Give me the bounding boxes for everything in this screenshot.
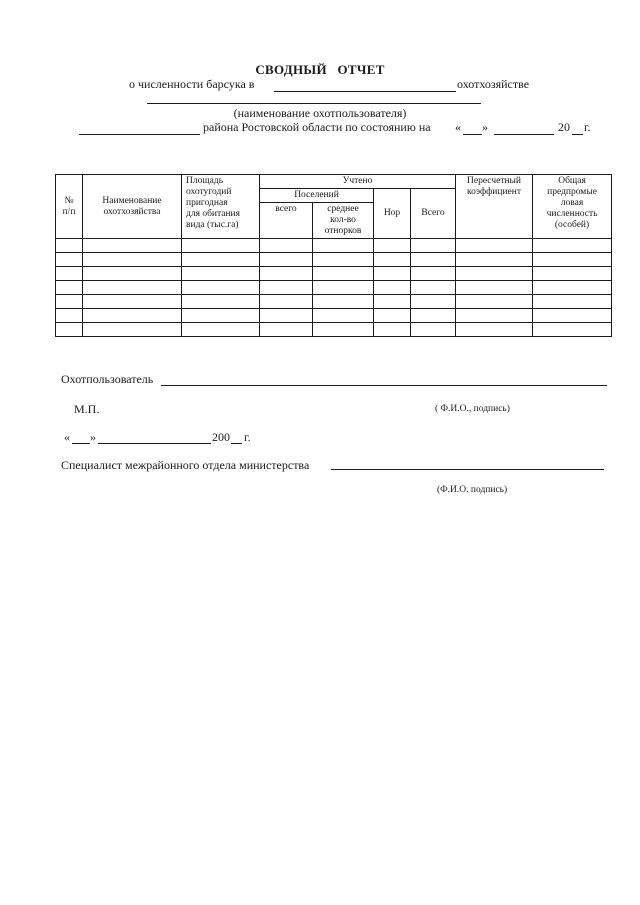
subtitle-right: охотхозяйстве: [457, 77, 530, 91]
specialist-caption: (Ф.И.О. подпись): [437, 485, 508, 495]
table-row: [56, 239, 612, 253]
signature-caption: ( Ф.И.О., подпись): [435, 404, 510, 414]
year-blank-line: [572, 134, 583, 135]
footer-month-line: [98, 443, 211, 444]
day-blank-line: [463, 134, 482, 135]
district-blank-line: [79, 134, 200, 135]
table-row: [56, 267, 612, 281]
date-open-quote: «: [455, 120, 461, 134]
footer-year-line: [231, 443, 242, 444]
year-prefix: 20: [558, 120, 570, 134]
header-area: Площадь охотугодий пригодная для обитания вида (тыс.га): [182, 175, 260, 239]
header-settlements-total: всего: [260, 203, 313, 239]
footer-year: 200: [212, 430, 230, 444]
header-counted: Учтено: [260, 175, 456, 189]
table-row: [56, 295, 612, 309]
table-row: [56, 253, 612, 267]
month-blank-line: [494, 134, 554, 135]
header-population: Общая предпромые ловая численность (особей): [533, 175, 612, 239]
table-row: [56, 323, 612, 337]
header-coefficient: Пересчетный коэффициент: [456, 175, 533, 239]
footer-day-line: [72, 443, 90, 444]
stamp-label: М.П.: [74, 402, 100, 416]
header-settlements: Поселений: [260, 189, 374, 203]
district-text: района Ростовской области по состоянию на: [203, 120, 431, 134]
table-row: [56, 309, 612, 323]
user-blank-line: [161, 385, 607, 386]
user-label: Охотпользователь: [61, 372, 154, 386]
header-num: № п/п: [56, 175, 83, 239]
report-title: СВОДНЫЙ ОТЧЕТ: [255, 62, 385, 77]
org-blank-line: [147, 103, 481, 104]
header-avg-exits: среднее кол-во отнорков: [313, 203, 374, 239]
header-name: Наименование охотхозяйства: [83, 175, 182, 239]
date-close-quote: »: [482, 120, 488, 134]
org-caption: (наименование охотпользователя): [233, 106, 407, 120]
footer-date-close: »: [90, 430, 96, 444]
specialist-label: Специалист межрайонного отдела министерства: [61, 458, 310, 472]
footer-year-suffix: г.: [244, 430, 251, 444]
header-burrows: Нор: [374, 189, 411, 239]
region-blank-line: [274, 91, 456, 92]
table-row: [56, 281, 612, 295]
subtitle-left: о численности барсука в: [129, 77, 255, 91]
header-all: Всего: [411, 189, 456, 239]
specialist-blank-line: [331, 469, 604, 470]
year-suffix: г.: [584, 120, 591, 134]
footer-date-open: «: [64, 430, 70, 444]
report-table: [55, 174, 612, 337]
